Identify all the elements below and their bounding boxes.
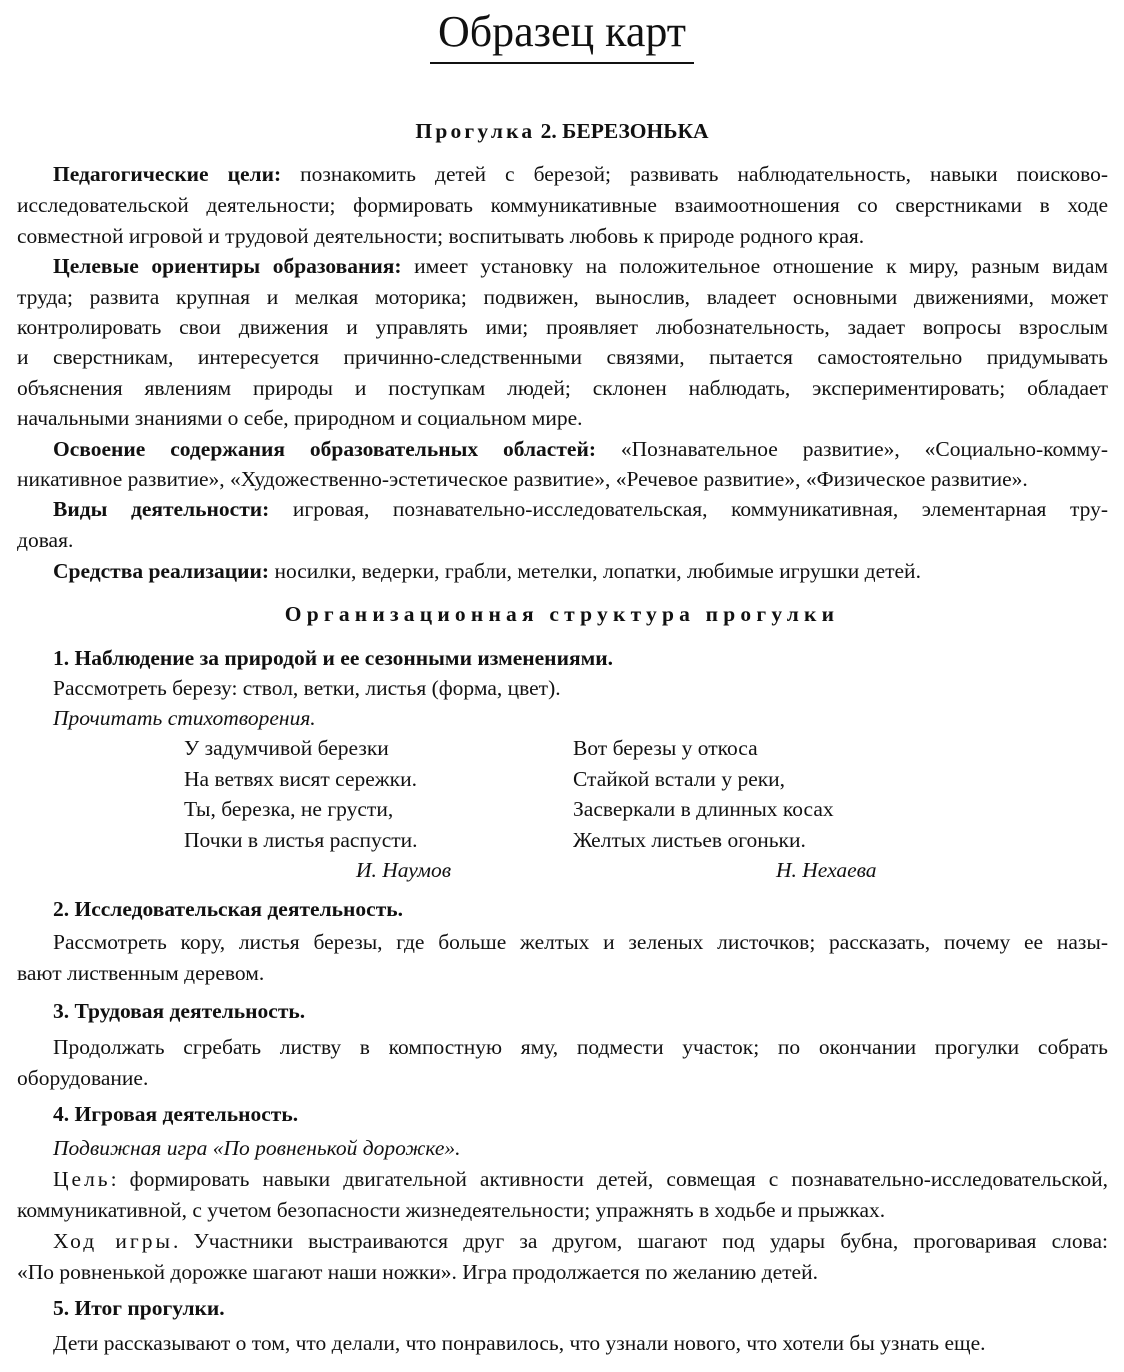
poem-right-line-3: Засверкали в длинных косах bbox=[573, 797, 834, 821]
section-3-line-2: оборудование. bbox=[17, 1066, 149, 1090]
activities-line-2: довая. bbox=[17, 528, 74, 552]
section-4-game: Подвижная игра «По ровненькой дорожке». bbox=[53, 1136, 461, 1160]
poem-left-line-3: Ты, березка, не грусти, bbox=[184, 797, 394, 821]
section-4-course-line-1: Ход игры. Участники выстраиваются друг за другом, шагают под удары бубна, проговаривая слова: bbox=[53, 1229, 1108, 1253]
poem-left-author: И. Наумов bbox=[356, 858, 452, 882]
goals-line-3: совместной игровой и трудовой деятельности; воспитывать любовь к природе родного края. bbox=[17, 224, 865, 248]
activities-line-1: Виды деятельности: игровая, познавательно-исследовательская, коммуникативная, элементарная тру- bbox=[53, 497, 1109, 521]
section-2-heading: 2. Исследовательская деятельность. bbox=[53, 897, 403, 921]
section-4-course-line-2: «По ровненькой дорожке шагают наши ножки». Игра продолжается по желанию детей. bbox=[17, 1260, 818, 1284]
section-3-line-1: Продолжать сгребать листву в компостную яму, подмести участок; по окончании прогулки собрать bbox=[53, 1035, 1108, 1059]
targets-line-5: объяснения явлениям природы и поступкам людей; склонен наблюдать, экспериментировать; обладает bbox=[17, 376, 1108, 400]
section-2-line-2: вают лиственным деревом. bbox=[17, 961, 265, 985]
poem-right-line-4: Желтых листьев огоньки. bbox=[573, 828, 806, 852]
areas-line-1: Освоение содержания образовательных областей: «Познавательное развитие», «Социально-комму- bbox=[53, 437, 1108, 461]
section-1-heading: 1. Наблюдение за природой и ее сезонными изменениями. bbox=[53, 646, 613, 670]
poem-left-line-4: Почки в листья распусти. bbox=[184, 828, 418, 852]
goals-line-2: исследовательской деятельности; формировать коммуникативные взаимоотношения со сверстниками в ходе bbox=[17, 193, 1108, 217]
goals-line-1: Педагогические цели: познакомить детей с березой; развивать наблюдательность, навыки поисково- bbox=[53, 162, 1108, 186]
section-5-heading: 5. Итог прогулки. bbox=[53, 1296, 225, 1320]
structure-heading: Организационная структура прогулки bbox=[284, 602, 840, 626]
section-4-heading: 4. Игровая деятельность. bbox=[53, 1102, 299, 1126]
poem-left-line-2: На ветвях висят сережки. bbox=[184, 767, 417, 791]
page-title: Образец карт bbox=[0, 6, 1124, 57]
section-5-text: Дети рассказывают о том, что делали, что понравилось, что узнали нового, что хотели бы узнать еще. bbox=[53, 1331, 986, 1355]
targets-line-3: контролировать свои движения и управлять ими; проявляет любознательность, задает вопросы взрослым bbox=[17, 315, 1108, 339]
section-4-goal-line-1: Цель: формировать навыки двигательной активности детей, совмещая с познавательно-исследовательской, bbox=[53, 1167, 1108, 1191]
means-line: Средства реализации: носилки, ведерки, грабли, метелки, лопатки, любимые игрушки детей. bbox=[53, 559, 921, 583]
walk-heading: Прогулка 2. БЕРЕЗОНЬКА bbox=[415, 119, 709, 143]
section-1-text: Рассмотреть березу: ствол, ветки, листья (форма, цвет). bbox=[53, 676, 561, 700]
targets-line-6: начальными знаниями о себе, природном и социальном мире. bbox=[17, 406, 583, 430]
section-1-italic: Прочитать стихотворения. bbox=[53, 706, 316, 730]
poem-right-line-2: Стайкой встали у реки, bbox=[573, 767, 786, 791]
poem-left-line-1: У задумчивой березки bbox=[184, 736, 389, 760]
targets-line-2: труда; развита крупная и мелкая моторика; подвижен, вынослив, владеет основными движениями, может bbox=[17, 285, 1108, 309]
section-3-heading: 3. Трудовая деятельность. bbox=[53, 999, 306, 1023]
poem-right-line-1: Вот березы у откоса bbox=[573, 736, 758, 760]
section-2-line-1: Рассмотреть кору, листья березы, где больше желтых и зеленых листочков; рассказать, почему ее назы- bbox=[53, 930, 1108, 954]
targets-line-4: и сверстникам, интересуется причинно-следственными связями, пытается самостоятельно придумывать bbox=[17, 345, 1108, 369]
section-4-goal-line-2: коммуникативной, с учетом безопасности жизнедеятельности; упражнять в ходьбе и прыжках. bbox=[17, 1198, 886, 1222]
poem-right-author: Н. Нехаева bbox=[776, 858, 877, 882]
areas-line-2: никативное развитие», «Художественно-эстетическое развитие», «Речевое развитие», «Физическое развитие». bbox=[17, 467, 1028, 491]
targets-line-1: Целевые ориентиры образования: имеет установку на положительное отношение к миру, разным видам bbox=[53, 254, 1108, 278]
